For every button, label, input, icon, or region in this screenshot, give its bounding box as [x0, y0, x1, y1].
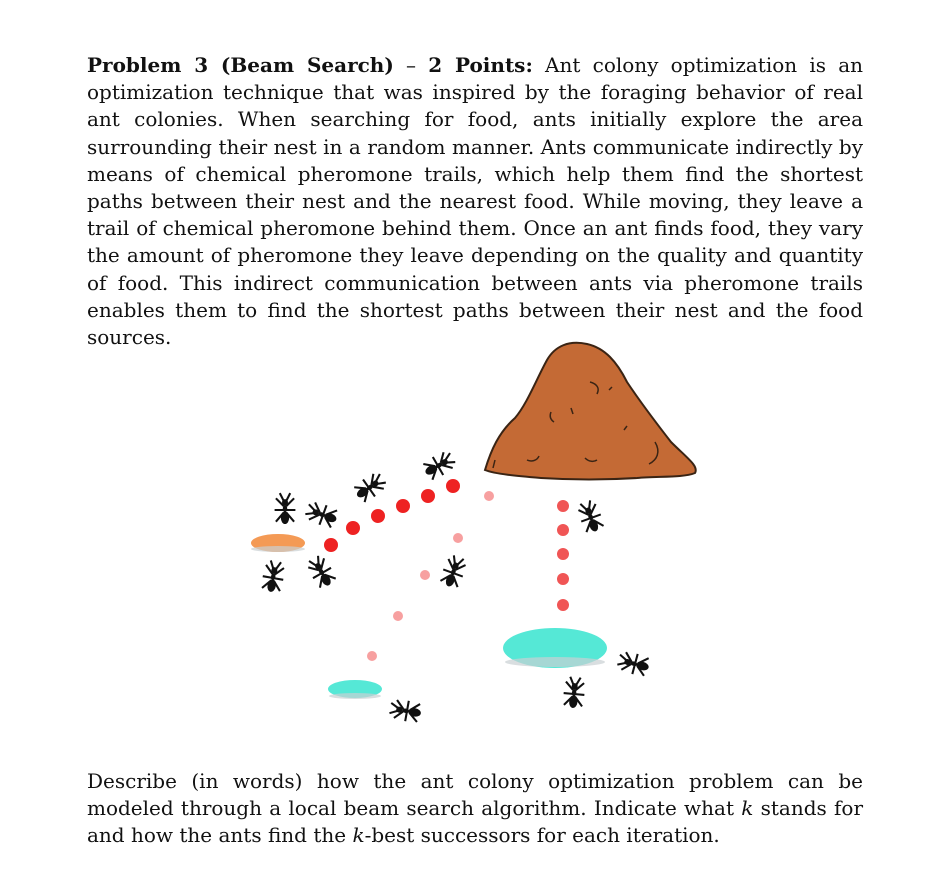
problem-separator: – [406, 53, 417, 77]
question-text-1: Describe (in words) how the ant colony optimization problem can be modeled through a local beam search algorithm. Indicate what [87, 769, 863, 821]
problem-intro-text: Ant colony optimization is an optimization technique that was inspired by the foraging behavior of real ant colonies. When searching for food, ants initially explore the area surrounding their nest in a random manner. Ants communicate indirectly by means of chemical pheromone trails, which help them find the shortest paths between their nest and the nearest food. While moving, they leave a trail of chemical pheromone behind them. Once an ant finds food, they vary the amount of pheromone they leave depending on the quality and quantity of food. This indirect communication between ants via pheromone trails enables them to find the shortest paths between their nest and the food sources. [87, 53, 864, 350]
question-text-3: -best successors for each iteration. [364, 823, 720, 848]
ant-colony-illustration [245, 330, 715, 730]
k-symbol: k [741, 796, 754, 821]
problem-label: Problem 3 (Beam Search) [87, 53, 394, 77]
question-paragraph [87, 768, 863, 850]
large-cyan-food-drop [503, 628, 607, 668]
problem-paragraph [87, 52, 863, 351]
strong-pheromone-trail [324, 479, 460, 552]
problem-points: 2 Points: [428, 53, 533, 77]
k-best-symbol: k [352, 823, 365, 848]
orange-food-drop [251, 534, 305, 552]
question-text-2: stands for and how the ants find the [87, 796, 864, 848]
small-cyan-food-drop [328, 680, 382, 699]
medium-pheromone-trail [557, 500, 569, 611]
food-pile [485, 343, 696, 480]
weak-pheromone-trail [367, 491, 494, 661]
